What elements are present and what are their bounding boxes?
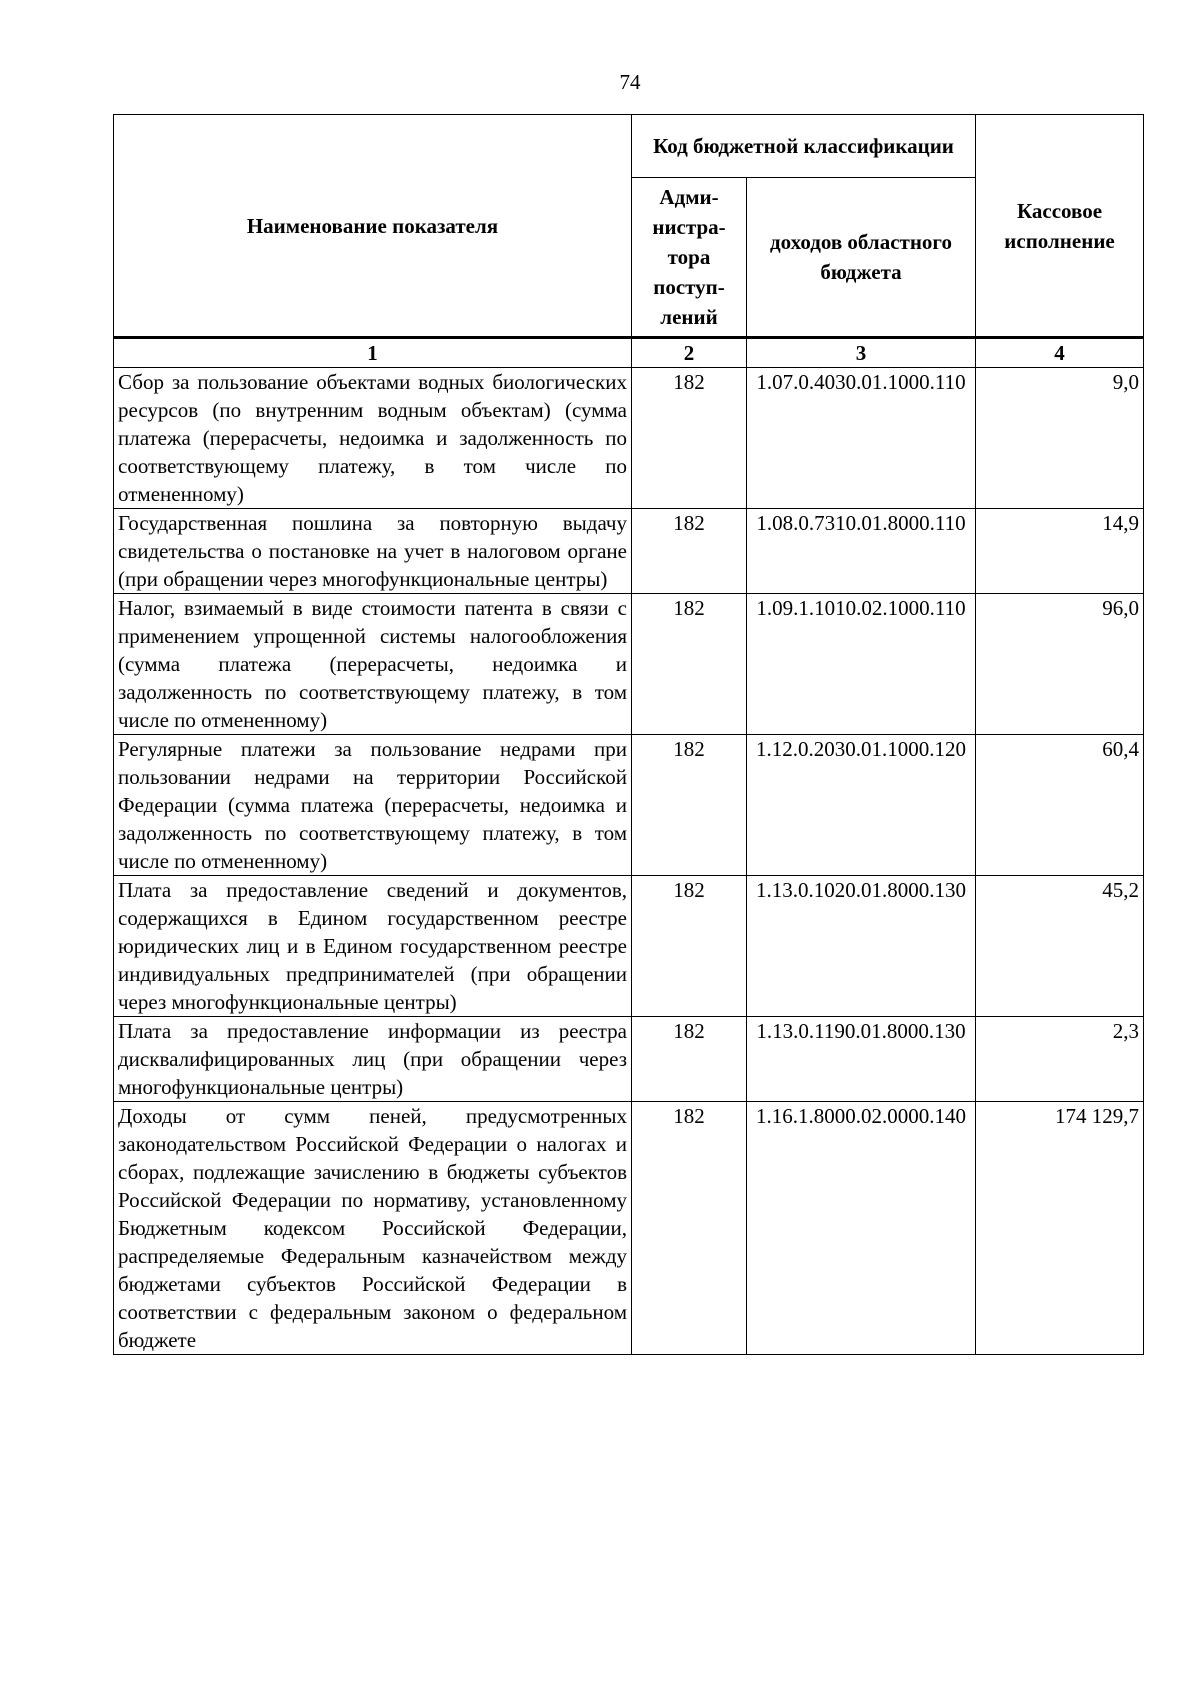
income-code: 1.13.0.1020.01.8000.130 xyxy=(747,876,976,1017)
header-name: Наименование показателя xyxy=(114,115,632,338)
income-code: 1.12.0.2030.01.1000.120 xyxy=(747,735,976,876)
table-row xyxy=(114,1017,1144,1102)
admin-code: 182 xyxy=(632,509,747,594)
execution-amount: 96,0 xyxy=(976,594,1144,735)
income-code: 1.16.1.8000.02.0000.140 xyxy=(747,1102,976,1355)
admin-code: 182 xyxy=(632,735,747,876)
indicator-name: Плата за предоставление сведений и документов, содержащихся в Едином государственном реестре юридических лиц и в Едином государственном реестре индивидуальных предпринимателей (при обращении через многофункциональные центры) xyxy=(114,876,632,1017)
indicator-name: Сбор за пользование объектами водных биологических ресурсов (по внутренним водным объектам) (сумма платежа (перерасчеты, недоимка и задолженность по соответствующему платежу, в том числе по отмененному) xyxy=(114,368,632,509)
table-row xyxy=(114,509,1144,594)
header-admin: Адми-нистра-тора поступ-лений xyxy=(632,178,747,338)
execution-amount: 9,0 xyxy=(976,368,1144,509)
execution-amount: 2,3 xyxy=(976,1017,1144,1102)
execution-amount: 174 129,7 xyxy=(976,1102,1144,1355)
income-code: 1.09.1.1010.02.1000.110 xyxy=(747,594,976,735)
column-number: 4 xyxy=(976,338,1144,368)
table-row xyxy=(114,876,1144,1017)
header-code-group: Код бюджетной классификации xyxy=(632,115,976,178)
header-income: доходов областного бюджета xyxy=(747,178,976,338)
table-row xyxy=(114,1102,1144,1355)
admin-code: 182 xyxy=(632,594,747,735)
income-code: 1.13.0.1190.01.8000.130 xyxy=(747,1017,976,1102)
execution-amount: 45,2 xyxy=(976,876,1144,1017)
indicator-name: Государственная пошлина за повторную выдачу свидетельства о постановке на учет в налоговом органе (при обращении через многофункциональные центры) xyxy=(114,509,632,594)
admin-code: 182 xyxy=(632,368,747,509)
column-number: 3 xyxy=(747,338,976,368)
indicator-name: Плата за предоставление информации из реестра дисквалифицированных лиц (при обращении через многофункциональные центры) xyxy=(114,1017,632,1102)
column-number: 2 xyxy=(632,338,747,368)
income-code: 1.08.0.7310.01.8000.110 xyxy=(747,509,976,594)
indicator-name: Доходы от сумм пеней, предусмотренных законодательством Российской Федерации о налогах и сборах, подлежащие зачислению в бюджеты субъектов Российской Федерации по нормативу, установленному Бюджетным кодексом Российской Федерации, распределяемые Федеральным казначейством между бюджетами субъектов Российской Федерации в соответствии с федеральным законом о федеральном бюджете xyxy=(114,1102,632,1355)
admin-code: 182 xyxy=(632,1017,747,1102)
admin-code: 182 xyxy=(632,1102,747,1355)
indicator-name: Регулярные платежи за пользование недрами при пользовании недрами на территории Российской Федерации (сумма платежа (перерасчеты, недоимка и задолженность по соответствующему платежу, в том числе по отмененному) xyxy=(114,735,632,876)
column-number: 1 xyxy=(114,338,632,368)
table-row xyxy=(114,368,1144,509)
header-execution: Кассовое исполнение xyxy=(976,115,1144,338)
table-row xyxy=(114,735,1144,876)
admin-code: 182 xyxy=(632,876,747,1017)
execution-amount: 14,9 xyxy=(976,509,1144,594)
income-code: 1.07.0.4030.01.1000.110 xyxy=(747,368,976,509)
budget-table xyxy=(113,114,1144,1355)
indicator-name: Налог, взимаемый в виде стоимости патента в связи с применением упрощенной системы налогообложения (сумма платежа (перерасчеты, недоимка и задолженность по соответствующему платежу, в том числе по отмененному) xyxy=(114,594,632,735)
column-numbers-row xyxy=(114,338,1144,368)
table-row xyxy=(114,594,1144,735)
execution-amount: 60,4 xyxy=(976,735,1144,876)
page-number: 74 xyxy=(619,70,641,94)
